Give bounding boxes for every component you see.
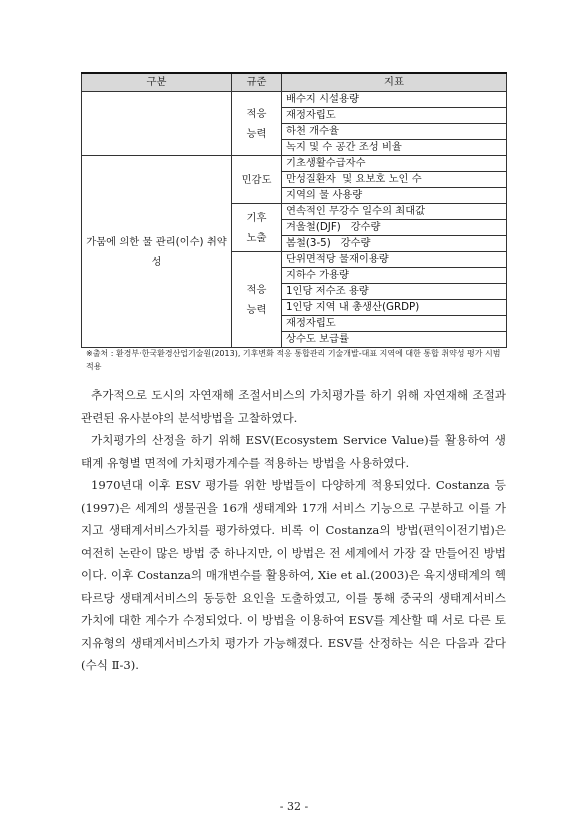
indicator-cell: 단위면적당 물재이용량 — [282, 252, 507, 268]
indicator-cell: 연속적인 무강수 일수의 최대값 — [282, 204, 507, 220]
indicator-cell: 재정자립도 — [282, 108, 507, 124]
table-source-note: ※출처 : 환경부·한국환경산업기술원(2013), 기후변화 적응 통합관리 기술개발-대표 지역에 대한 통합 취약성 평가 시범 적용 — [86, 349, 501, 371]
indicator-cell: 지하수 가용량 — [282, 268, 507, 284]
empty-domain-cell — [82, 92, 232, 156]
indicator-cell: 봄철(3-5) 강수량 — [282, 236, 507, 252]
indicator-cell: 하천 개수율 — [282, 124, 507, 140]
table-header-row — [82, 73, 507, 92]
criterion-cell: 기후 노출 — [232, 204, 282, 252]
indicator-table-container — [81, 72, 506, 348]
criterion-cell: 적응 능력 — [232, 252, 282, 348]
indicator-cell: 만성질환자 및 요보호 노인 수 — [282, 172, 507, 188]
indicator-cell: 겨울철(DJF) 강수량 — [282, 220, 507, 236]
table-row — [82, 156, 507, 172]
indicator-cell: 재정자립도 — [282, 316, 507, 332]
domain-cell: 가뭄에 의한 물 관리(이수) 취약성 — [82, 156, 232, 348]
column-header: 지표 — [282, 73, 507, 92]
column-header: 구분 — [82, 73, 232, 92]
table-row — [82, 92, 507, 108]
indicator-table — [81, 72, 507, 348]
indicator-cell: 1인당 지역 내 총생산(GRDP) — [282, 300, 507, 316]
indicator-cell: 1인당 저수조 용량 — [282, 284, 507, 300]
paragraph: 1970년대 이후 ESV 평가를 위한 방법들이 다양하게 적용되었다. Costanza 등(1997)은 세계의 생물권을 16개 생태계와 17개 서비스 기능으로 구분하고 이를 가지고 생태계서비스가치를 평가하였다. 비록 이 Costanza의 방법(편익이전기법)은 여전히 논란이 많은 방법 중 하나지만, 이 방법은 전 세계에서 가장 잘 만들어진 방법이다. 이후 Costanza의 매개변수를 활용하여, Xie et al.(2003)은 육지생태계의 헥타르당 생태계서비스의 동등한 요인을 도출하였고, 이를 통해 중국의 생태계서비스가치에 대한 계수가 수정되었다. 이 방법을 이용하여 ESV를 계산할 때 서로 다른 토지유형의 생태계서비스가치 평가가 가능해졌다. ESV를 산정하는 식은 다음과 같다(수식 Ⅱ-3). — [81, 478, 506, 672]
indicator-cell: 녹지 및 수 공간 조성 비율 — [282, 140, 507, 156]
indicator-cell: 기초생활수급자수 — [282, 156, 507, 172]
page-number: - 32 - — [279, 800, 309, 813]
paragraph: 가치평가의 산정을 하기 위해 ESV(Ecosystem Service Value)를 활용하여 생태계 유형별 면적에 가치평가계수를 적용하는 방법을 사용하였다. — [81, 433, 506, 470]
indicator-cell: 상수도 보급률 — [282, 332, 507, 348]
criterion-cell: 민감도 — [232, 156, 282, 204]
body-text — [81, 384, 506, 677]
indicator-cell: 배수지 시설용량 — [282, 92, 507, 108]
indicator-cell: 지역의 물 사용량 — [282, 188, 507, 204]
criterion-cell: 적응 능력 — [232, 92, 282, 156]
column-header: 규준 — [232, 73, 282, 92]
paragraph: 추가적으로 도시의 자연재해 조절서비스의 가치평가를 하기 위해 자연재해 조절과 관련된 유사분야의 분석방법을 고찰하였다. — [81, 388, 506, 425]
